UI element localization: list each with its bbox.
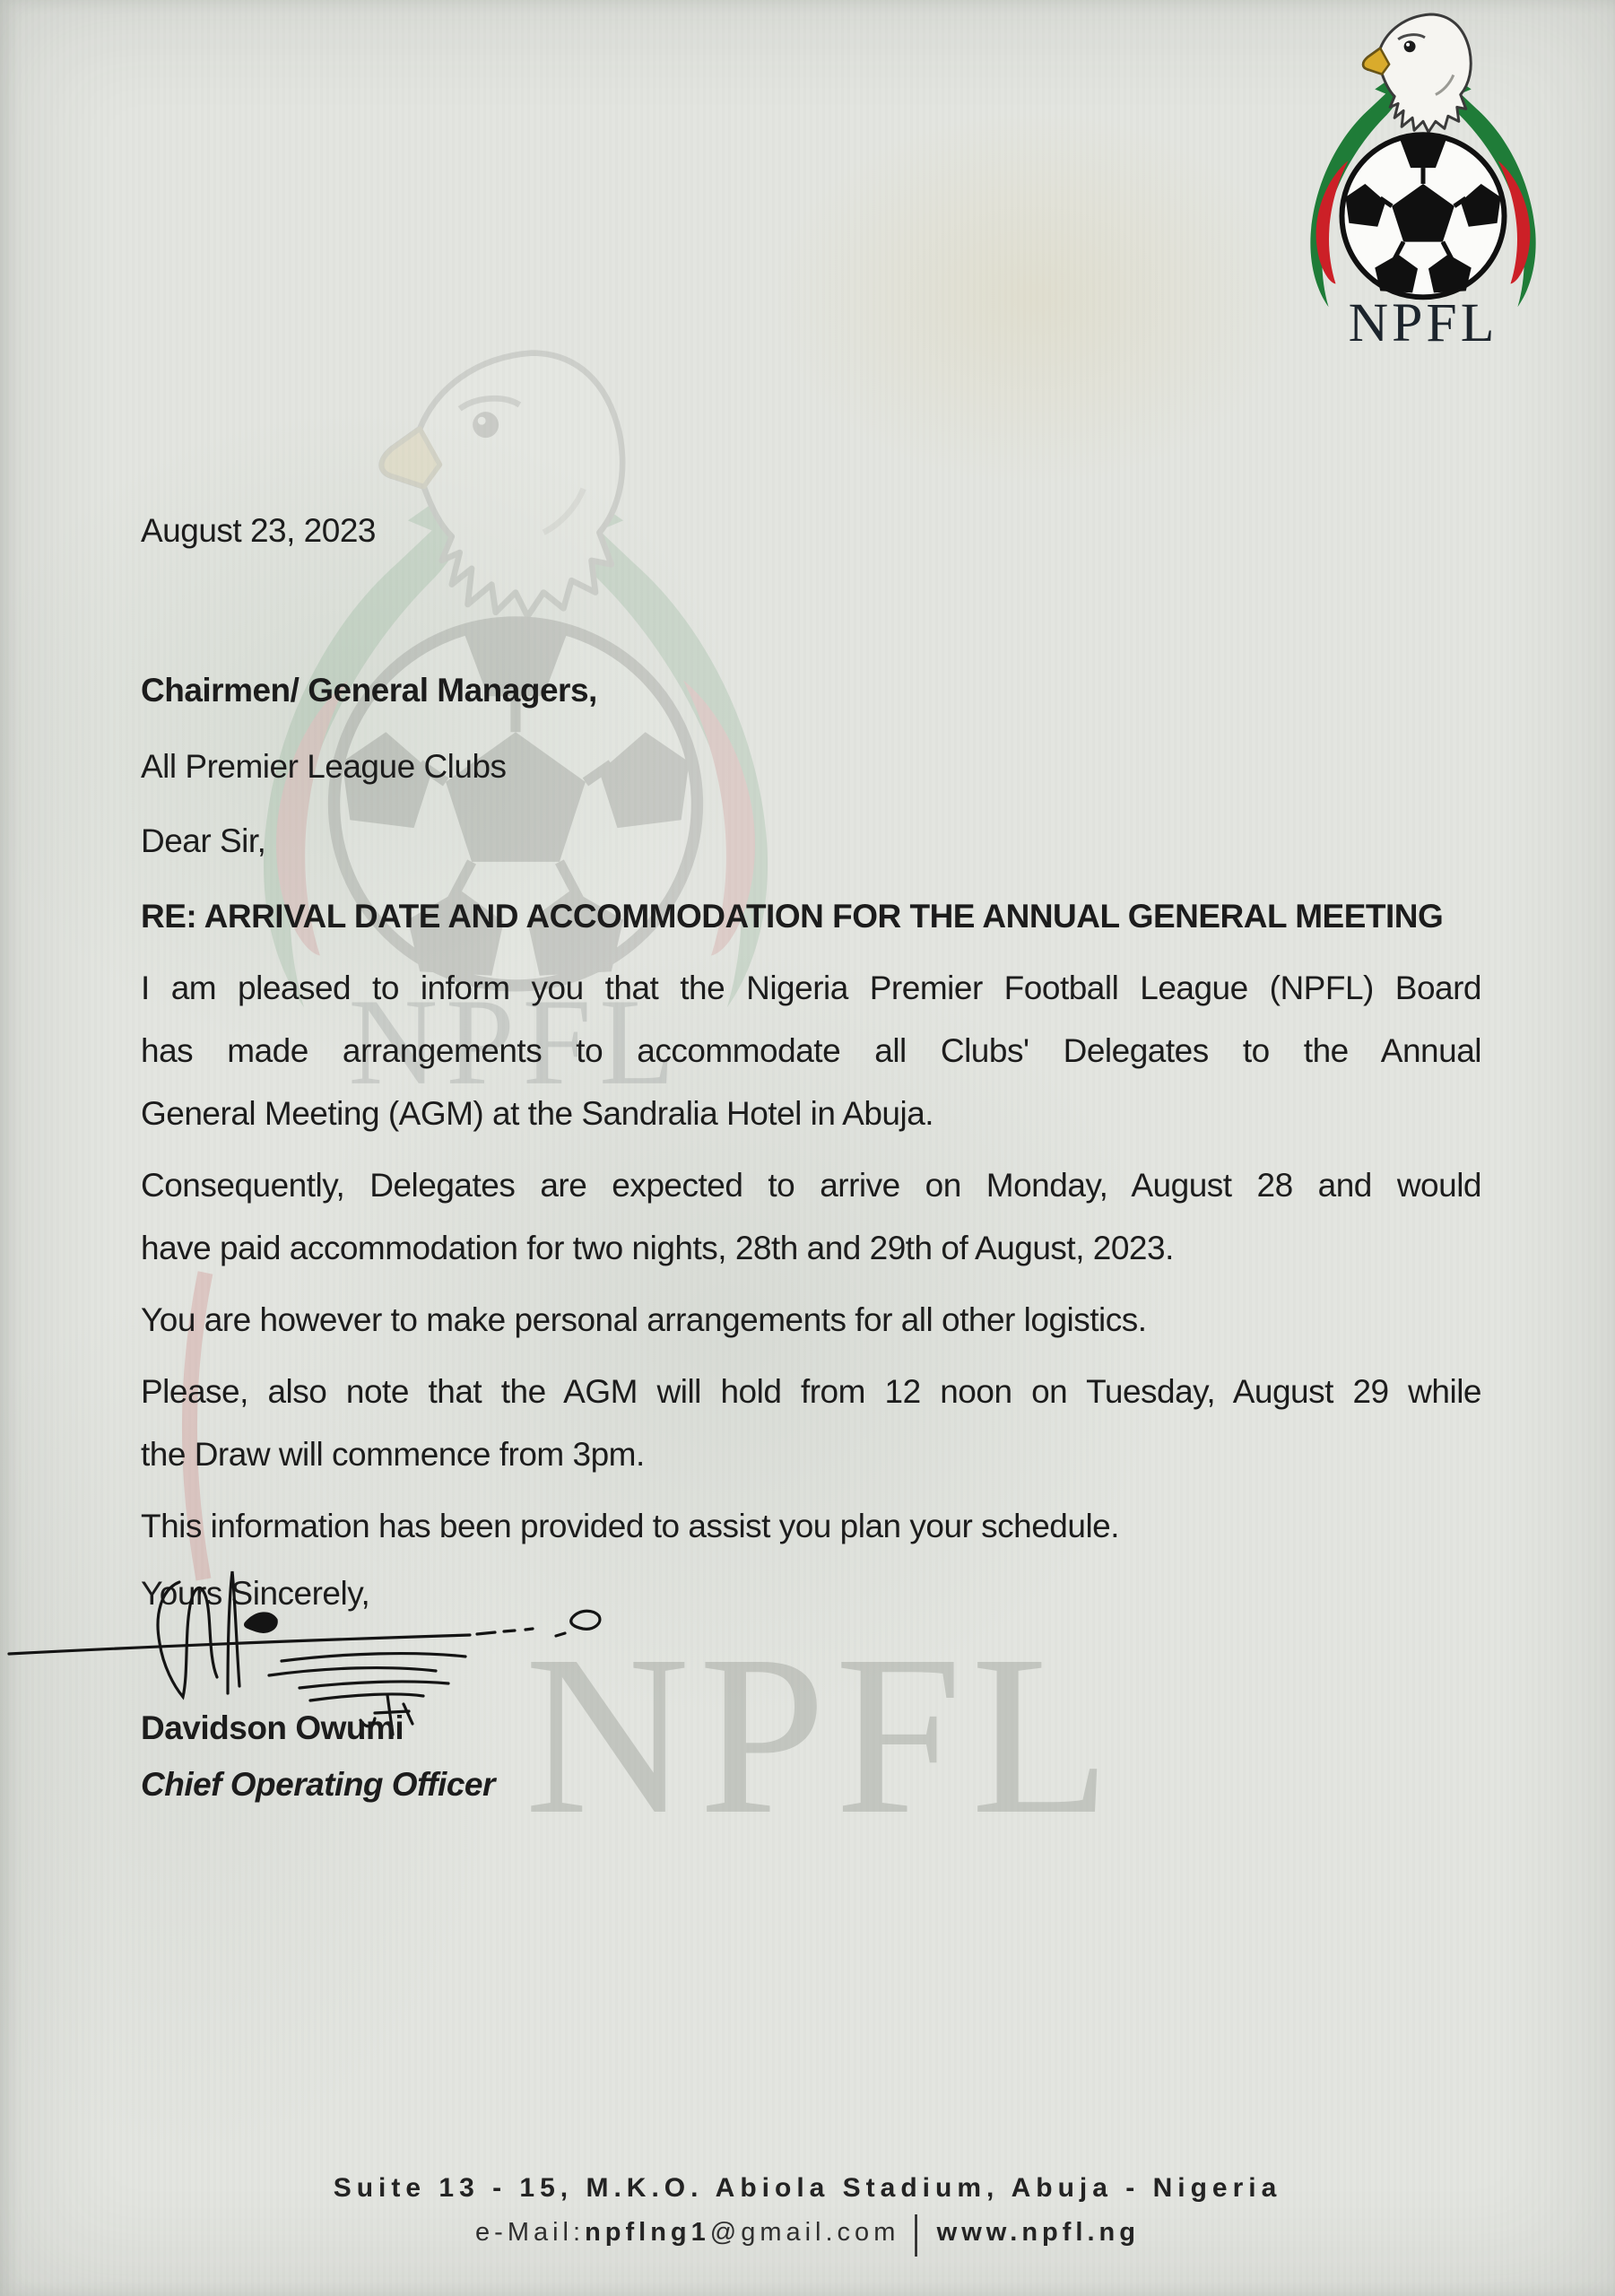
body-line: the Draw will commence from 3pm. <box>141 1436 645 1473</box>
recipient-name: Chairmen/ General Managers, <box>141 672 597 709</box>
body-line: have paid accommodation for two nights, 28th and 29th of August, 2023. <box>141 1230 1174 1266</box>
recipient-org: All Premier League Clubs <box>141 748 507 785</box>
signer-name: Davidson Owumi <box>141 1709 404 1746</box>
email-domain: @gmail.com <box>709 2218 900 2247</box>
footer-address: Suite 13 - 15, M.K.O. Abiola Stadium, Abuja - Nigeria <box>333 2173 1282 2203</box>
separator-bar: | <box>912 2206 925 2257</box>
body-line: I am pleased to inform you that the Nigeria Premier Football League (NPFL) Board <box>141 970 1481 1006</box>
email-user: npflng1 <box>585 2218 710 2247</box>
salutation: Dear Sir, <box>141 822 266 859</box>
body-line: Please, also note that the AGM will hold from 12 noon on Tuesday, August 29 while <box>141 1373 1481 1410</box>
email-label: e-Mail: <box>475 2218 586 2247</box>
website-text: www.npfl.ng <box>936 2218 1140 2247</box>
signer-title: Chief Operating Officer <box>141 1766 495 1803</box>
npfl-crest-logo <box>1245 9 1602 352</box>
subject-line: RE: ARRIVAL DATE AND ACCOMMODATION FOR THE ANNUAL GENERAL MEETING <box>141 898 1444 935</box>
body-line: You are however to make personal arrangements for all other logistics. <box>141 1301 1147 1338</box>
body-line: General Meeting (AGM) at the Sandralia Hotel in Abuja. <box>141 1095 934 1132</box>
body-line: This information has been provided to assist you plan your schedule. <box>141 1508 1120 1544</box>
watermark-text: NPFL <box>525 1609 1120 1862</box>
closing-line: Yours Sincerely, <box>141 1575 370 1612</box>
footer-contact <box>0 2206 1615 2257</box>
body-line: has made arrangements to accommodate all Clubs' Delegates to the Annual <box>141 1032 1481 1069</box>
body-line: Consequently, Delegates are expected to arrive on Monday, August 28 and would <box>141 1167 1481 1204</box>
date-line: August 23, 2023 <box>141 512 376 549</box>
